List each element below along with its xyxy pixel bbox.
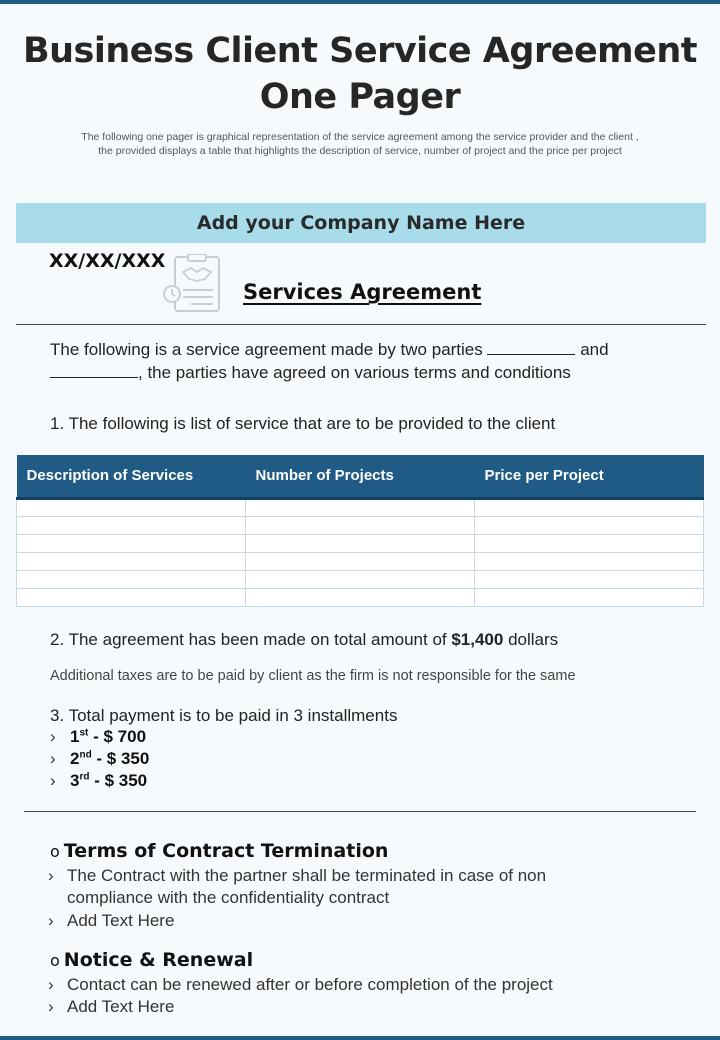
bullet-chevron: ›	[48, 997, 54, 1016]
renewal-item: › Add Text Here	[48, 997, 175, 1016]
table-cell[interactable]	[246, 516, 475, 534]
table-cell[interactable]	[246, 588, 475, 606]
point-2-text: 2. The agreement has been made on total amount of	[50, 630, 452, 649]
point-1: 1. The following is list of service that are to be provided to the client	[50, 414, 556, 433]
contract-handshake-icon	[161, 254, 225, 316]
table-cell[interactable]	[246, 498, 475, 516]
table-cell[interactable]	[17, 534, 246, 552]
bullet-chevron: ›	[50, 749, 56, 768]
table-cell[interactable]	[246, 552, 475, 570]
point-2	[50, 628, 558, 651]
party-blank-1	[487, 339, 575, 355]
services-agreement-heading: Services Agreement	[243, 280, 482, 304]
table-row	[17, 570, 704, 588]
column-header-price: Price per Project	[475, 455, 704, 498]
installment-item: › 1st - $ 700	[50, 727, 147, 746]
page-subtitle	[30, 130, 690, 158]
installment-item: › 3rd - $ 350	[50, 771, 148, 790]
renewal-heading: o Notice & Renewal	[50, 949, 254, 971]
termination-item: › The Contract with the partner shall be terminated in case of non compliance with the confidentiality contract	[48, 866, 547, 907]
table-header-row	[17, 455, 704, 498]
table-row	[17, 588, 704, 606]
intro-paragraph	[50, 338, 690, 384]
table-cell[interactable]	[475, 498, 704, 516]
bullet-chevron: ›	[50, 771, 56, 790]
table-row	[17, 552, 704, 570]
page-title	[20, 28, 700, 120]
title-line-2: One Pager	[259, 77, 461, 117]
table-cell[interactable]	[246, 534, 475, 552]
table-cell[interactable]	[475, 588, 704, 606]
intro-text-2: and	[575, 340, 609, 359]
company-name-bar	[16, 203, 706, 243]
bullet-chevron: ›	[50, 727, 56, 746]
renewal-item: › Contact can be renewed after or before completion of the project	[48, 975, 553, 994]
intro-text-3: , the parties have agreed on various terms and conditions	[138, 363, 571, 382]
table-row	[17, 534, 704, 552]
table-row	[17, 516, 704, 534]
table-row	[17, 498, 704, 516]
company-name: Add your Company Name Here	[196, 212, 526, 234]
table-cell[interactable]	[475, 516, 704, 534]
table-cell[interactable]	[17, 588, 246, 606]
subtitle-line-1: The following one pager is graphical representation of the service agreement among the service provider and the client ,	[81, 131, 639, 143]
table-cell[interactable]	[17, 552, 246, 570]
table-cell[interactable]	[17, 570, 246, 588]
table-cell[interactable]	[475, 534, 704, 552]
termination-item: › Add Text Here	[48, 911, 175, 930]
title-line-1: Business Client Service Agreement	[22, 31, 698, 71]
column-header-description: Description of Services	[17, 455, 246, 498]
table-cell[interactable]	[17, 498, 246, 516]
bullet-chevron: ›	[48, 975, 54, 994]
table-cell[interactable]	[475, 570, 704, 588]
bullet-chevron: ›	[48, 866, 54, 885]
table-cell[interactable]	[246, 570, 475, 588]
agreement-date: XX/XX/XXX	[49, 250, 166, 272]
divider	[24, 811, 696, 812]
bullet-chevron: ›	[48, 911, 54, 930]
services-table	[16, 455, 704, 607]
point-2-suffix: dollars	[503, 630, 559, 649]
termination-heading: o Terms of Contract Termination	[50, 840, 389, 862]
table-cell[interactable]	[17, 516, 246, 534]
divider	[16, 324, 706, 325]
total-amount: $1,400	[451, 630, 504, 649]
point-3: 3. Total payment is to be paid in 3 installments	[50, 706, 398, 725]
taxes-note: Additional taxes are to be paid by client as the firm is not responsible for the same	[50, 668, 576, 684]
subtitle-line-2: the provided displays a table that highlights the description of service, number of project and the price per project	[98, 145, 622, 157]
table-cell[interactable]	[475, 552, 704, 570]
installment-item: › 2nd - $ 350	[50, 749, 150, 768]
circle-bullet: o	[50, 951, 60, 970]
party-blank-2	[50, 362, 138, 378]
intro-text-1: The following is a service agreement made by two parties	[50, 340, 488, 359]
circle-bullet: o	[50, 842, 60, 861]
column-header-projects: Number of Projects	[246, 455, 475, 498]
